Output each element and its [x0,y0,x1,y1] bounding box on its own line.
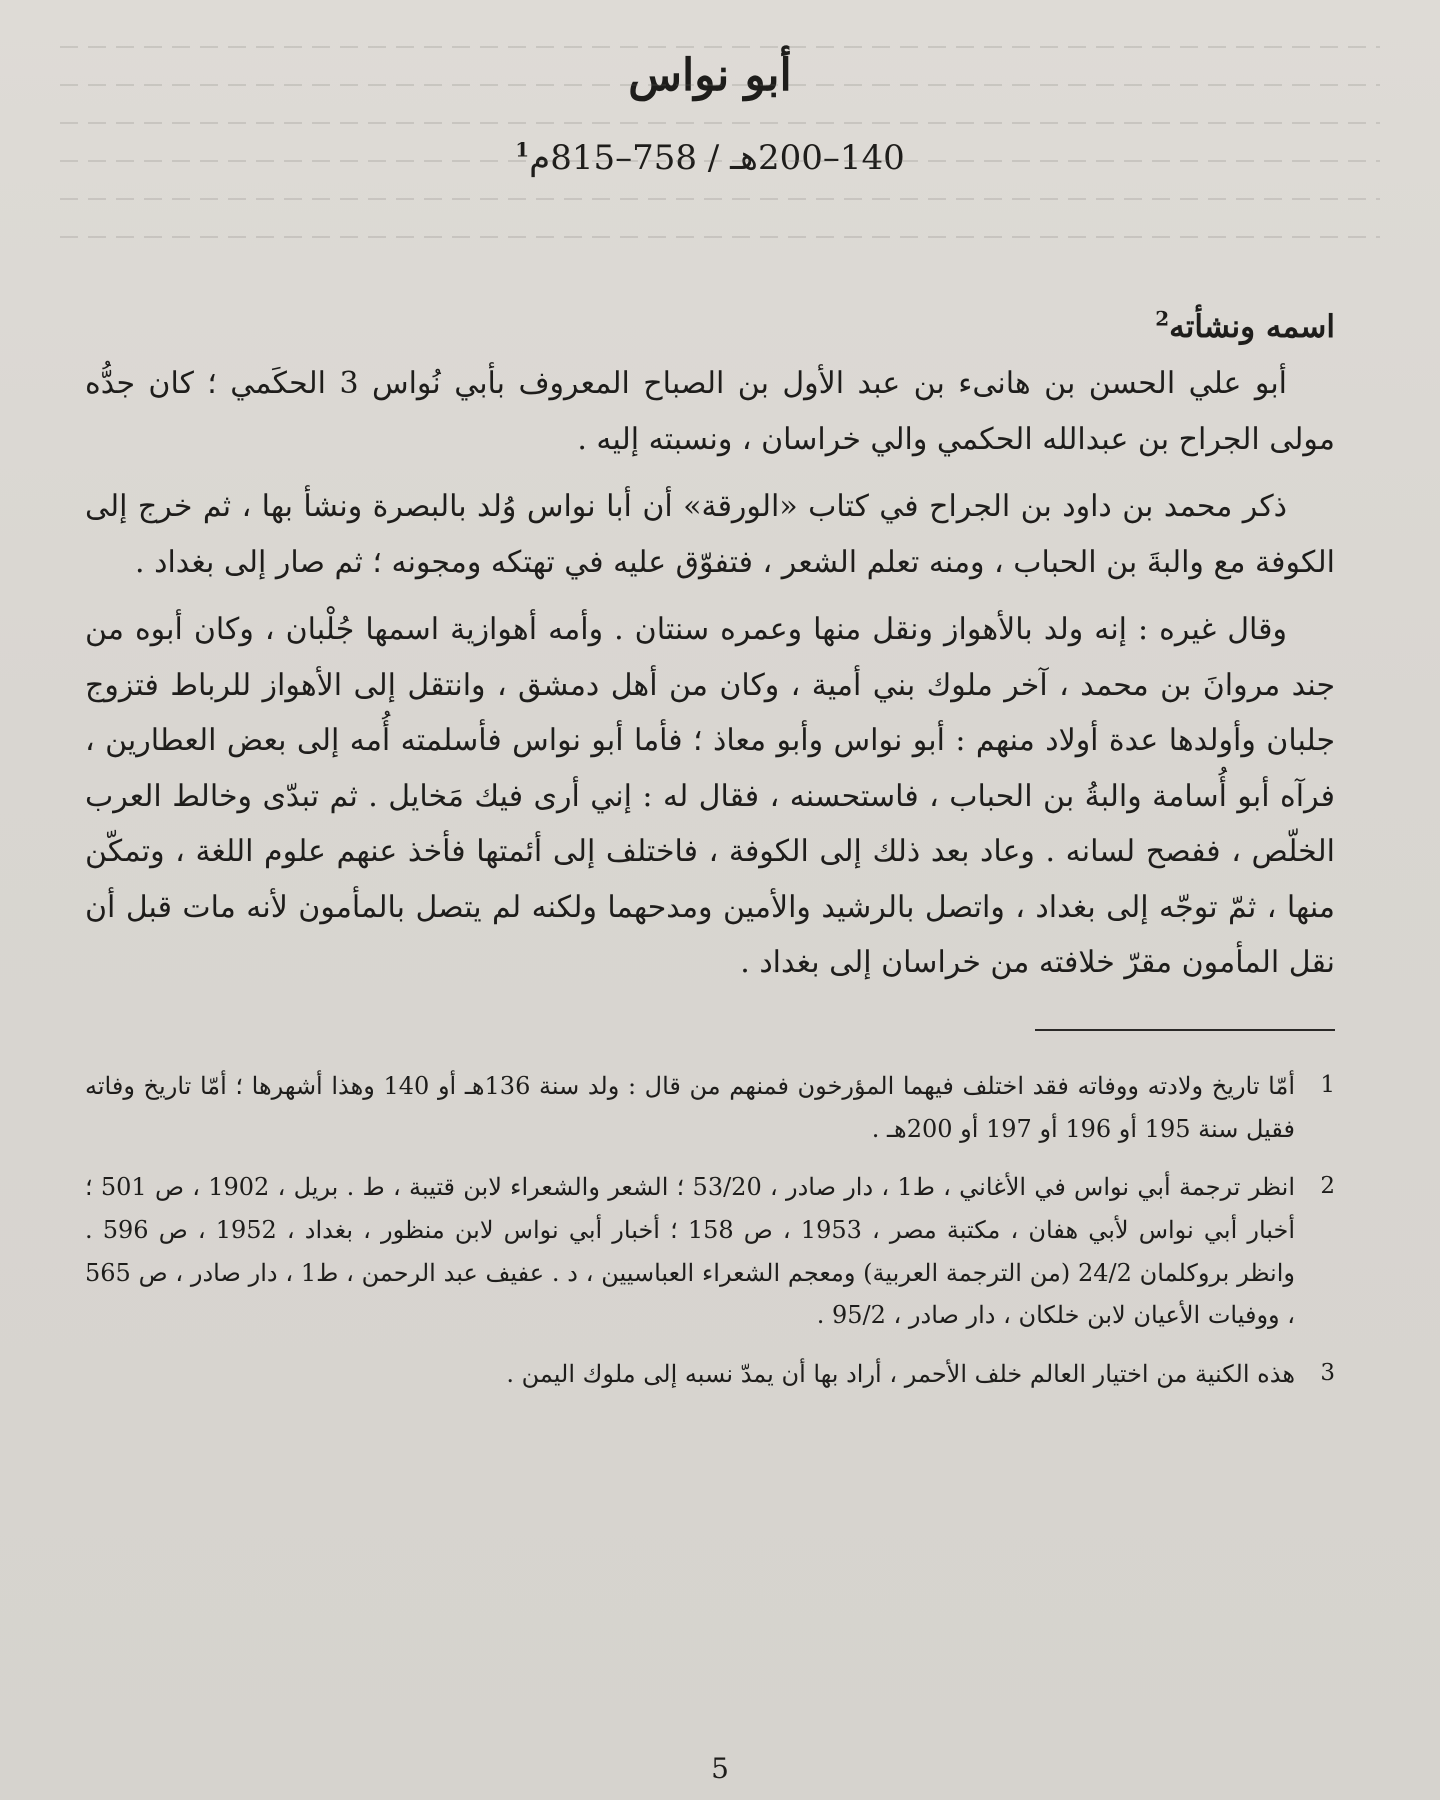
dates-footnote-marker: 1 [515,138,530,163]
footnote-text: أمّا تاريخ ولادته ووفاته فقد اختلف فيهما المؤرخون فمنهم من قال : ولد سنة 136هـ أو 140 وهذا أشهرها ؛ أمّا تاريخ وفاته فقيل سنة 195 أو 196 أو 197 أو 200هـ . [85,1071,1296,1143]
dates-text: 140–200هـ / 758–815م [529,138,905,179]
section-heading-text: اسمه ونشأته [1169,309,1335,346]
footnote [85,1353,1335,1396]
footnote-text: انظر ترجمة أبي نواس في الأغاني ، ط1 ، دار صادر ، 53/20 ؛ الشعر والشعراء لابن قتيبة ، ط . بريل ، 1902 ، ص 501 ؛ أخبار أبي نواس لأبي هفان ، مكتبة مصر ، 1953 ، ص 158 ؛ أخبار أبي نواس لابن منظور ، بغداد ، 1952 ، ص 596 . وانظر بروكلمان 24/2 (من الترجمة العربية) ومعجم الشعراء العباسيين ، د . عفيف عبد الرحمن ، ط1 ، دار صادر ، ص 565 ، ووفيات الأعيان لابن خلكان ، دار صادر ، 95/2 . [85,1173,1296,1330]
paragraph: ذكر محمد بن داود بن الجراح في كتاب «الورقة» أن أبا نواس وُلد بالبصرة ونشأ بها ، ثم خرج إلى الكوفة مع والبةَ بن الحباب ، ومنه تعلم الشعر ، فتفوّق عليه في تهتكه ومجونه ؛ ثم صار إلى بغداد . [85,489,1335,580]
page-number: 5 [711,1752,729,1785]
paragraph: أبو علي الحسن بن هانىء بن عبد الأول بن الصباح المعروف بأبي نُواس 3 الحكَمي ؛ كان جدُّه مولى الجراح بن عبدالله الحكمي والي خراسان ، ونسبته إليه . [85,366,1335,457]
heading-footnote-marker: 2 [1155,306,1170,331]
footnote [85,1166,1335,1337]
footnotes [85,1065,1335,1396]
footnote-text: هذه الكنية من اختيار العالم خلف الأحمر ، أراد بها أن يمدّ نسبه إلى ملوك اليمن . [506,1360,1295,1389]
footnote-separator [1035,1029,1335,1031]
footnote-number: 1 [1320,1071,1335,1098]
section-heading [85,306,1335,346]
body-text [85,356,1335,991]
page-title: أبو نواس [628,50,792,101]
footnote-number: 2 [1320,1173,1335,1200]
footnote-number: 3 [1320,1360,1335,1387]
paragraph: وقال غيره : إنه ولد بالأهواز ونقل منها وعمره سنتان . وأمه أهوازية اسمها جُلْبان ، وكان أبوه من جند مروانَ بن محمد ، آخر ملوك بني أمية ، وكان من أهل دمشق ، وانتقل إلى الأهواز للرباط فتزوج جلبان وأولدها عدة أولاد منهم : أبو نواس وأبو معاذ ؛ فأما أبو نواس فأسلمته أُمه إلى بعض العطارين ، فرآه أبو أُسامة والبةُ بن الحباب ، فاستحسنه ، فقال له : إني أرى فيك مَخايل . ثم تبدّى وخالط العرب الخلّص ، ففصح لسانه . وعاد بعد ذلك إلى الكوفة ، فاختلف إلى أئمتها فأخذ عنهم علوم اللغة ، وتمكّن منها ، ثمّ توجّه إلى بغداد ، واتصل بالرشيد والأمين ومدحهما ولكنه لم يتصل بالمأمون لأنه مات قبل أن نقل المأمون مقرّ خلافته من خراسان إلى بغداد . [85,612,1335,981]
dates-line [85,138,1335,179]
footnote [85,1065,1335,1150]
